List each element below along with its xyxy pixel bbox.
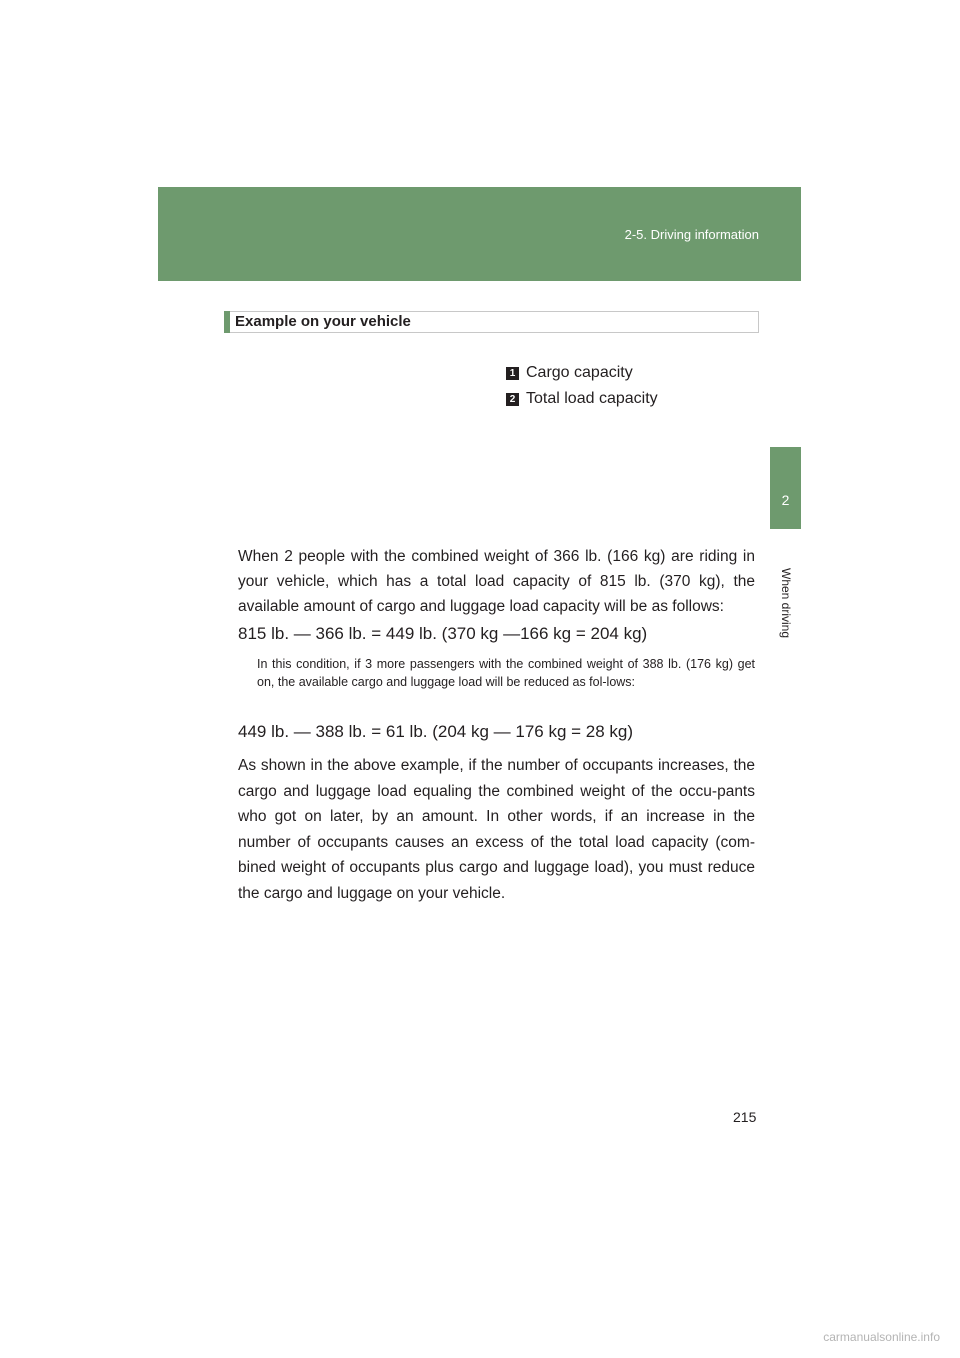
section-title: 2-5. Driving information bbox=[624, 227, 759, 242]
chapter-label: When driving bbox=[779, 568, 793, 639]
legend-item-cargo-capacity bbox=[506, 360, 658, 386]
paragraph-example-intro: When 2 people with the combined weight of 366 lb. (166 kg) are riding in your vehicle, which has a total load capacity of 815 lb. (370 kg), the available amount of cargo and luggage load capacity will be as follows: bbox=[238, 548, 755, 615]
chapter-tab bbox=[770, 447, 801, 529]
figure-legend bbox=[506, 360, 658, 412]
equation-second: 449 lb. — 388 lb. = 61 lb. (204 kg — 176 kg = 28 kg) bbox=[238, 722, 634, 741]
legend-item-total-load-capacity bbox=[506, 386, 658, 412]
chapter-number: 2 bbox=[781, 492, 790, 508]
legend-label: Total load capacity bbox=[526, 390, 658, 407]
heading-accent-bar bbox=[224, 311, 230, 333]
legend-label: Cargo capacity bbox=[526, 364, 633, 381]
example-heading bbox=[224, 311, 759, 333]
example-heading-text: Example on your vehicle bbox=[235, 313, 411, 330]
equation-first: 815 lb. — 366 lb. = 449 lb. (370 kg —166 kg = 204 kg) bbox=[238, 624, 648, 643]
callout-badge-2: 2 bbox=[506, 393, 519, 406]
header-band bbox=[158, 187, 801, 281]
watermark: carmanualsonline.info bbox=[823, 1330, 940, 1344]
paragraph-conclusion: As shown in the above example, if the number of occupants increases, the cargo and luggage load equaling the combined weight of the occu-pants who got on later, by an amount. In other words, if an increase in the number of occupants causes an excess of the total load capacity (com-bined weight of occupants plus cargo and luggage load), you must reduce the cargo and luggage on your vehicle. bbox=[238, 757, 755, 902]
callout-badge-1: 1 bbox=[506, 367, 519, 380]
page-number: 215 bbox=[733, 1109, 757, 1125]
note-additional-passengers: In this condition, if 3 more passengers with the combined weight of 388 lb. (176 kg) get on, the available cargo and luggage load will be reduced as fol-lows: bbox=[257, 657, 755, 689]
